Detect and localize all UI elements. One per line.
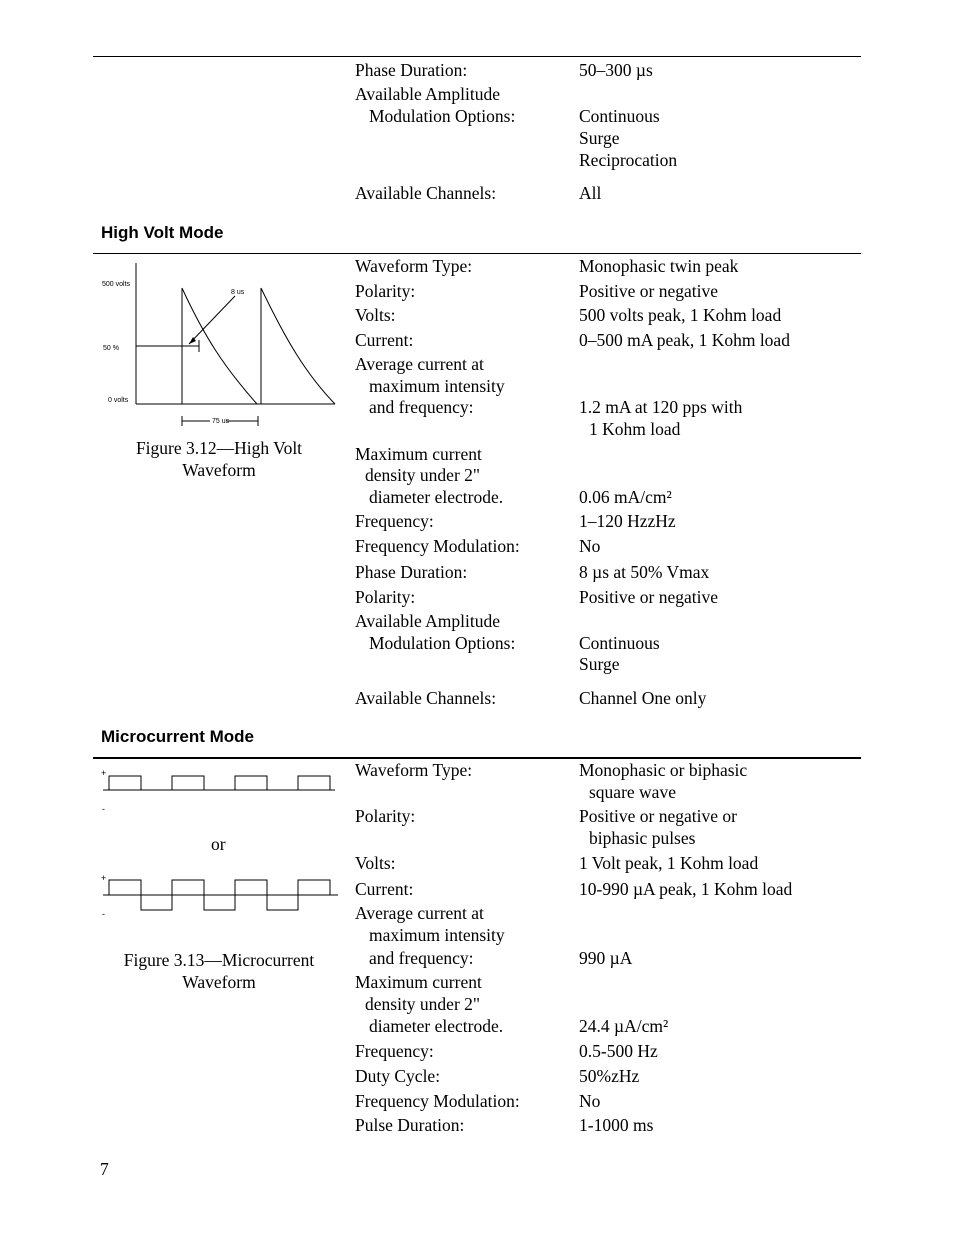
spec-label: Frequency:	[355, 511, 434, 531]
spec-label: maximum intensity	[369, 925, 505, 945]
spec-label: Polarity:	[355, 281, 416, 301]
spec-value: Positive or negative	[579, 587, 719, 607]
caption-line: Figure 3.12—High Volt	[135, 438, 303, 458]
spec-label: Average current at	[355, 903, 484, 923]
spec-value: 990 µA	[579, 948, 633, 968]
plus-sign: +	[101, 768, 107, 778]
spec-value: 50–300 µs	[579, 60, 653, 80]
spec-label: Current:	[355, 330, 414, 350]
spec-label: Phase Duration:	[355, 562, 468, 582]
spec-value: 1 Volt peak, 1 Kohm load	[579, 853, 759, 873]
caption-line: Waveform	[182, 460, 256, 480]
spec-value: Positive or negative	[579, 281, 719, 301]
spec-value: Surge	[579, 128, 620, 148]
spec-value: Continuous	[579, 633, 660, 653]
caption-line: Waveform	[182, 972, 256, 992]
spec-value: All	[579, 183, 602, 203]
spec-label: Modulation Options:	[369, 106, 516, 126]
spec-value: 0.5-500 Hz	[579, 1041, 658, 1061]
spec-label: Frequency Modulation:	[355, 536, 520, 556]
spec-label: diameter electrode.	[369, 487, 504, 507]
spec-value: 500 volts peak, 1 Kohm load	[579, 305, 782, 325]
spec-value: 24.4 µA/cm²	[579, 1016, 669, 1036]
label-75us: 75 us	[212, 418, 230, 425]
figure-caption-3-12	[89, 437, 349, 481]
spec-label: Average current at	[355, 354, 484, 374]
spec-value: 10-990 µA peak, 1 Kohm load	[579, 879, 793, 899]
section-rule	[93, 253, 861, 254]
spec-value: Surge	[579, 654, 620, 674]
spec-label: Waveform Type:	[355, 760, 473, 780]
spec-label: Frequency Modulation:	[355, 1091, 520, 1111]
spec-value: Monophasic twin peak	[579, 256, 739, 276]
spec-label: Available Channels:	[355, 183, 497, 203]
minus-sign: -	[102, 909, 105, 919]
spec-label: Waveform Type:	[355, 256, 473, 276]
spec-label: and frequency:	[369, 397, 474, 417]
spec-value: 0.06 mA/cm²	[579, 487, 672, 507]
pulse-2-decay	[261, 288, 335, 404]
spec-value: 0–500 mA peak, 1 Kohm load	[579, 330, 790, 350]
spec-value: No	[579, 536, 601, 556]
spec-value: Continuous	[579, 106, 660, 126]
spec-label: diameter electrode.	[369, 1016, 504, 1036]
spec-label: Available Channels:	[355, 688, 497, 708]
spec-value: 8 µs at 50% Vmax	[579, 562, 710, 582]
section-heading-microcurrent: Microcurrent Mode	[101, 727, 255, 746]
spec-value: biphasic pulses	[589, 828, 696, 848]
spec-value: Reciprocation	[579, 150, 678, 170]
spec-label: Polarity:	[355, 806, 416, 826]
arrow-8us	[189, 296, 235, 344]
spec-label: Available Amplitude	[355, 611, 500, 631]
spec-label: maximum intensity	[369, 376, 505, 396]
square-pulses	[109, 776, 330, 790]
label-0-volts: 0 volts	[108, 397, 129, 404]
label-50-percent: 50 %	[103, 345, 119, 352]
spec-label: Maximum current	[355, 972, 482, 992]
biphasic-square-wave-figure	[95, 870, 345, 922]
spec-label: Current:	[355, 879, 414, 899]
plus-sign: +	[101, 873, 107, 883]
spec-label: Pulse Duration:	[355, 1115, 465, 1135]
spec-value: square wave	[589, 782, 676, 802]
label-8us: 8 us	[231, 289, 245, 296]
spec-value: 1 Kohm load	[589, 419, 681, 439]
spec-value: Channel One only	[579, 688, 707, 708]
spec-label: Frequency:	[355, 1041, 434, 1061]
spec-label: Modulation Options:	[369, 633, 516, 653]
spec-label: density under 2"	[365, 994, 481, 1014]
label-500-volts: 500 volts	[102, 281, 131, 288]
caption-line: Figure 3.13—Microcurrent	[123, 950, 315, 970]
spec-label: Phase Duration:	[355, 60, 468, 80]
spec-value: 50%zHz	[579, 1066, 640, 1086]
spec-value: 1-1000 ms	[579, 1115, 654, 1135]
high-volt-waveform-figure	[95, 258, 345, 430]
spec-label: Duty Cycle:	[355, 1066, 441, 1086]
page-number: 7	[100, 1159, 109, 1179]
spec-label: Available Amplitude	[355, 84, 500, 104]
spec-value: 1.2 mA at 120 pps with	[579, 397, 743, 417]
minus-sign: -	[102, 804, 105, 814]
spec-label: and frequency:	[369, 948, 474, 968]
spec-label: Volts:	[355, 305, 396, 325]
spec-value: Monophasic or biphasic	[579, 760, 748, 780]
spec-label: Maximum current	[355, 444, 482, 464]
section-heading-high-volt: High Volt Mode	[101, 223, 224, 242]
spec-label: Volts:	[355, 853, 396, 873]
spec-value: 1–120 HzzHz	[579, 511, 676, 531]
top-rule	[93, 56, 861, 57]
spec-value: Positive or negative or	[579, 806, 737, 826]
spec-label: Polarity:	[355, 587, 416, 607]
spec-value: No	[579, 1091, 601, 1111]
spec-label: density under 2"	[365, 465, 481, 485]
or-text: or	[211, 834, 226, 854]
monophasic-square-wave-figure	[95, 764, 345, 816]
figure-caption-3-13	[89, 949, 349, 993]
